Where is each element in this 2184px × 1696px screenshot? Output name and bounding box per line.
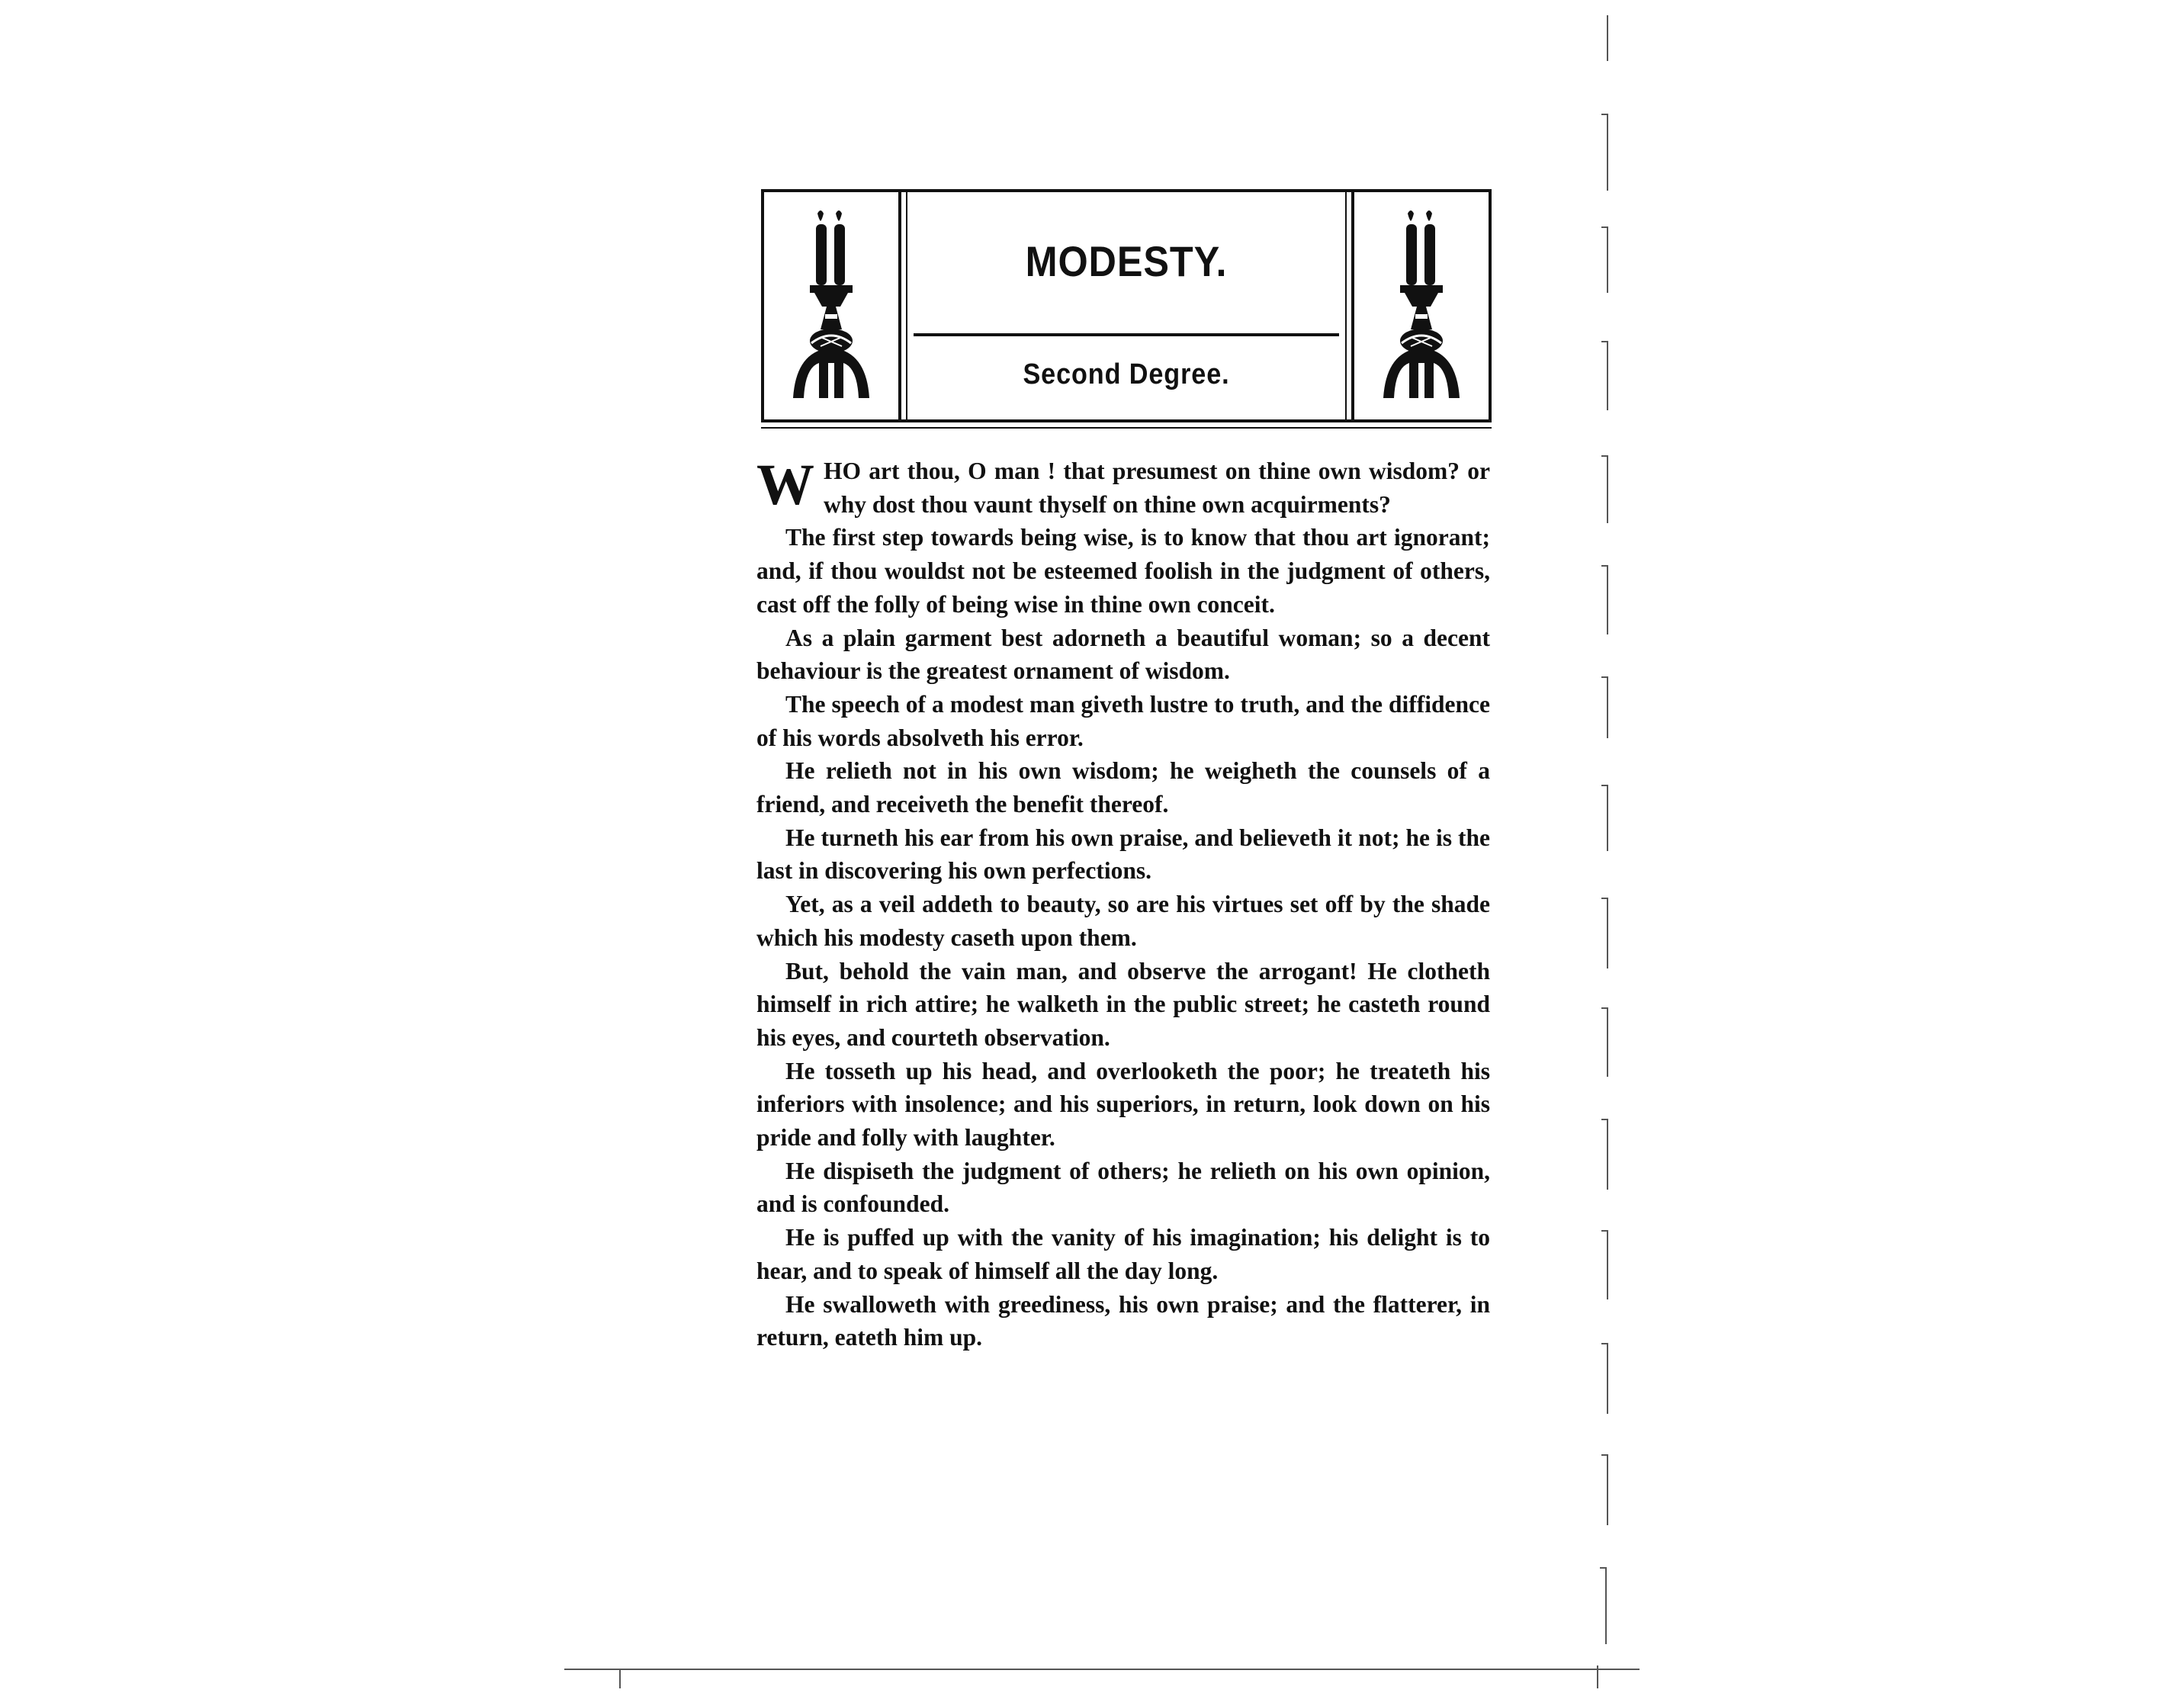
paragraph: He dispiseth the judgment of others; he relieth on his own opinion, and is confounded. [756,1157,1490,1218]
paragraph: He turneth his ear from his own praise, and believeth it not; he is the last in discovering his own perfections. [756,824,1490,885]
paragraph: The speech of a modest man giveth lustre to truth, and the diffidence of his words absolveth his error. [756,690,1490,751]
paragraph: He is puffed up with the vanity of his imagination; his delight is to hear, and to speak of himself all the day long. [756,1224,1490,1284]
paragraph-text: HO art thou, O man ! that presumest on thine own wisdom? or why dost thou vaunt thyself on thine own acquirments? [824,458,1490,518]
drop-cap: W [756,453,814,517]
page-bottom-tick [619,1669,621,1688]
right-ornament-panel [1351,192,1489,419]
candlestick-icon [1377,207,1469,406]
paragraph: He tosseth up his head, and overlooketh the poor; he treateth his inferiors with insolence; and his superiors, in return, look down on his pride and folly with laughter. [756,1057,1490,1152]
chapter-title: MODESTY. [1025,237,1228,285]
paragraph: The first step towards being wise, is to know that thou art ignorant; and, if thou wouldst not be esteemed foolish in the judgment of others, cast off the folly of being wise in thine own conceit. [756,524,1490,618]
paragraph: But, behold the vain man, and observe the arrogant! He clotheth himself in rich attire; he walketh in the public street; he casteth round his eyes, and courteth observation. [756,957,1490,1051]
body-text [756,455,1490,1354]
chapter-subtitle: Second Degree. [1023,358,1230,390]
candlestick-icon [787,207,878,406]
page-bottom-rule [564,1669,1640,1670]
paragraph [756,455,1490,521]
page-bottom-tick [1597,1665,1598,1688]
left-ornament-panel [764,192,901,419]
paragraph: As a plain garment best adorneth a beautiful woman; so a decent behaviour is the greatest ornament of wisdom. [756,624,1490,685]
paragraph: He swalloweth with greediness, his own praise; and the flatterer, in return, eateth him up. [756,1290,1490,1351]
paragraph: Yet, as a veil addeth to beauty, so are his virtues set off by the shade which his modesty caseth upon them. [756,891,1490,951]
scan-margin-marks [1586,15,1617,1685]
chapter-header [761,189,1492,422]
paragraph: He relieth not in his own wisdom; he weigheth the counsels of a friend, and receiveth the benefit thereof. [756,757,1490,818]
header-divider [914,333,1339,336]
